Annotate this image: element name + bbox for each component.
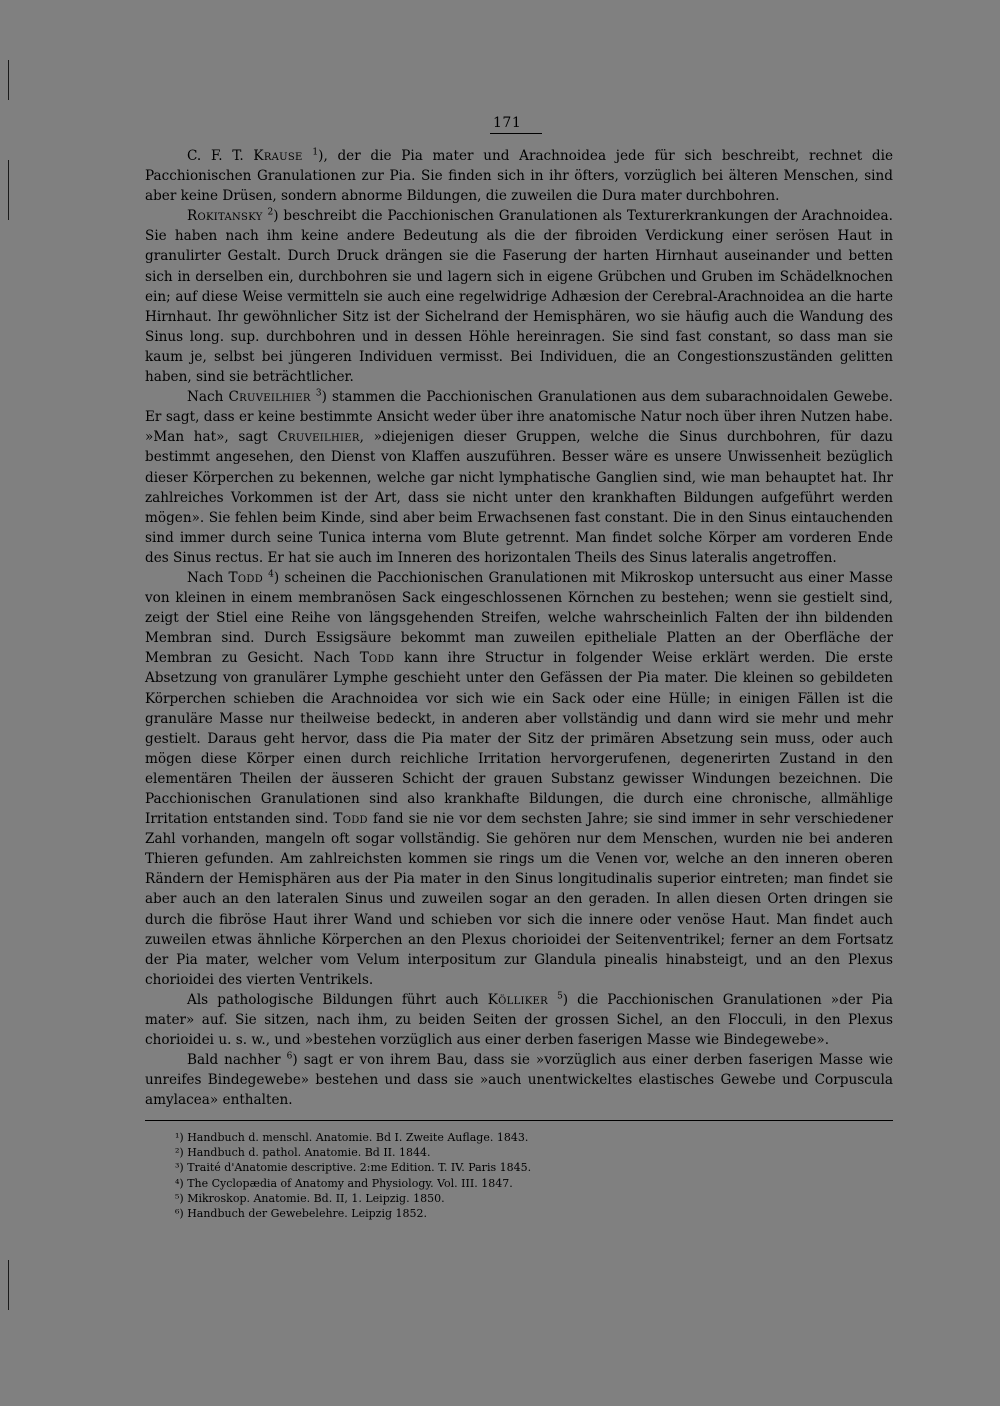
footnote: ¹) Handbuch d. menschl. Anatomie. Bd I. Zweite Auflage. 1843. <box>175 1131 529 1144</box>
author-name: Cruveilhier <box>228 389 311 406</box>
footnote-marker: 1 <box>312 147 319 158</box>
paragraph: Nach Cruveilhier $^3$) stammen die Pacchionischen Granulationen aus dem subarachnoidalen Gewebe. Er sagt, dass er keine bestimmte Ansicht weder über ihre anatomische Natur noch über ihren Nutzen habe. »Man hat», sagt Cruveilhier, »diejenigen dieser Gruppen, welche die Sinus durchbohren, für dazu bestimmt angesehen, den Dienst von Klaffen auszuführen. Besser wäre es unsere Unwissenheit bezüglich dieser Körperchen zu bekennen, welche gar nicht lymphatische Ganglien sind, wie man behauptet hat. Ihr zahlreiches Vorkommen ist der Art, dass sie nicht unter den krankhaften Bildungen aufgeführt werden mögen». Sie fehlen beim Kinde, sind aber beim Erwachsenen fast constant. Die in den Sinus eintauchenden sind immer durch seine Tunica interna vom Blute getrennt. Man findet solche Körper am vorderen Ende des Sinus rectus. Er hat sie auch im Inneren des horizontalen Theils des Sinus lateralis angetroffen. <box>145 388 893 566</box>
footnote-marker: 6 <box>286 1051 293 1062</box>
footnote: ⁴) The Cyclopædia of Anatomy and Physiology. Vol. III. 1847. <box>175 1176 513 1190</box>
author-name: Todd <box>333 811 368 828</box>
scan-edge-mark <box>8 1260 9 1310</box>
paragraph: Bald nachher $^6$) sagt er von ihrem Bau, dass sie »vorzüglich aus einer derben faserigen Masse wie unreifes Bindegewebe» bestehen und dass sie »auch unentwickeltes elastisches Gewebe und Corpuscula amylacea» enthalten. <box>145 1051 894 1109</box>
footnotes <box>175 1130 875 1221</box>
page-number: 171 <box>493 115 522 131</box>
scan-edge-mark <box>8 60 9 100</box>
footnote-separator <box>145 1120 893 1121</box>
paragraph: C. F. T. Krause $^1$), der die Pia mater und Arachnoidea jede für sich beschreibt, rechnet die Pacchionischen Granulationen zur Pia. Sie finden sich in ihr öfters, vorzüglich bei älteren Menschen, sind aber keine Drüsen, sondern abnorme Bildungen, die zuweilen die Dura mater durchbohren. <box>145 147 893 205</box>
footnote: ³) Traité d'Anatomie descriptive. 2:me Edition. T. IV. Paris 1845. <box>175 1161 532 1175</box>
body-text <box>145 146 893 1111</box>
footnote: ⁶) Handbuch der Gewebelehre. Leipzig 1852. <box>175 1207 428 1221</box>
page-number-underline <box>490 133 542 134</box>
paragraph: Als pathologische Bildungen führt auch Kölliker $^5$) die Pacchionischen Granulationen »der Pia mater» auf. Sie sitzen, nach ihm, zu beiden Seiten der grossen Sichel, an den Flocculi, in den Plexus chorioidei u. s. w., und »bestehen vorzüglich aus einer derben faserigen Masse wie Bindegewebe». <box>145 991 893 1049</box>
author-name: Todd <box>359 650 395 667</box>
footnote-marker: 3 <box>315 388 322 399</box>
footnote-marker: 5 <box>557 991 563 1002</box>
footnote: ²) Handbuch d. pathol. Anatomie. Bd II. 1844. <box>175 1146 431 1160</box>
scan-edge-mark <box>8 160 9 220</box>
author-name: Krause <box>253 148 303 164</box>
footnote-marker: 2 <box>267 207 274 218</box>
footnote: ⁵) Mikroskop. Anatomie. Bd. II, 1. Leipzig. 1850. <box>175 1191 445 1205</box>
author-name: Todd <box>228 569 264 586</box>
paragraph: Nach Todd $^4$) scheinen die Pacchionischen Granulationen mit Mikroskop untersucht aus einer Masse von kleinen in einem membranösen Sack eingeschlossenen Körnchen zu bestehen; wenn sie gestielt sind, zeigt der Stiel eine Reihe von längsgehenden Streifen, welche wahrscheinlich Falten der ihn bildenden Membran sind. Durch Essigsäure bekommt man zuweilen epitheliale Platten an der Oberfläche der Membran zu Gesicht. Nach Todd kann ihre Structur in folgender Weise erklärt werden. Die erste Absetzung von granulärer Lymphe geschieht unter den Gefässen der Pia mater. Die kleinen so gebildeten Körperchen schieben die Arachnoidea vor sich wie ein Sack oder eine Hülle; in einigen Fällen ist die granuläre Masse nur theilweise bedeckt, in anderen aber vollständig und dann wird sie mehr und mehr gestielt. Daraus geht hervor, dass die Pia mater der Sitz der primären Absetzung sein muss, oder auch mögen diese Körper einen durch reichliche Irritation hervorgerufenen, degenerirten Zustand in den elementären Theilen der äusseren Schicht der grauen Substanz gewisser Windungen bezeichnen. Die Pacchionischen Granulationen sind also krankhafte Bildungen, die durch eine chronische, allmählige Irritation entstanden sind. Todd fand sie nie vor dem sechsten Jahre; sie sind immer in sehr verschiedener Zahl vorhanden, mangeln oft sogar vollständig. Sie gehören nur dem Menschen, wurden nie bei anderen Thieren gefunden. Am zahlreichsten kommen sie rings um die Venen vor, welche an den inneren oberen Rändern der Hemisphären aus der Pia mater in den Sinus longitudinalis superior eintreten; man findet sie aber auch an den lateralen Sinus und zuweilen sogar an den geraden. In allen diesen Orten dringen sie durch die fibröse Haut ihrer Wand und schieben vor sich die innere oder venöse Haut. Man findet auch zuweilen etwas ähnliche Körperchen an den Plexus chorioidei der Seitenventrikel; ferner an dem Fortsatz der Pia mater, welcher vom Velum interpositum zur Glandula pinealis hinabsteigt, und an den Plexus chorioidei des vierten Ventrikels. <box>145 569 893 988</box>
paragraph: Rokitansky $^2$) beschreibt die Pacchionischen Granulationen als Texturerkrankungen der Arachnoidea. Sie haben nach ihm keine andere Bedeutung als die der fibroiden Verdickung einer serösen Haut in granulirter Gestalt. Durch Druck drängen sie die Faserung der harten Hirnhaut auseinander und betten sich in derselben ein, durchbohren sie und lagern sich in eigene Grübchen und Gruben im Schädelknochen ein; auf diese Weise vermitteln sie auch eine regelwidrige Adhæsion der Cerebral-Arachnoidea an die harte Hirnhaut. Ihr gewöhnlicher Sitz ist der Sichelrand der Hemisphären, wo sie häufig auch die Wandung des Sinus long. sup. durchbohren und in dessen Höhle hereinragen. Sie sind fast constant, so dass man sie kaum je, selbst bei jüngeren Individuen vermisst. Bei Individuen, die an Congestionszuständen gelitten haben, sind sie beträchtlicher. <box>145 207 893 386</box>
author-name: Cruveilhier <box>277 429 360 446</box>
author-name: Rokitansky <box>187 208 263 225</box>
author-name: Kölliker <box>487 991 548 1008</box>
footnote-marker: 4 <box>268 569 274 580</box>
